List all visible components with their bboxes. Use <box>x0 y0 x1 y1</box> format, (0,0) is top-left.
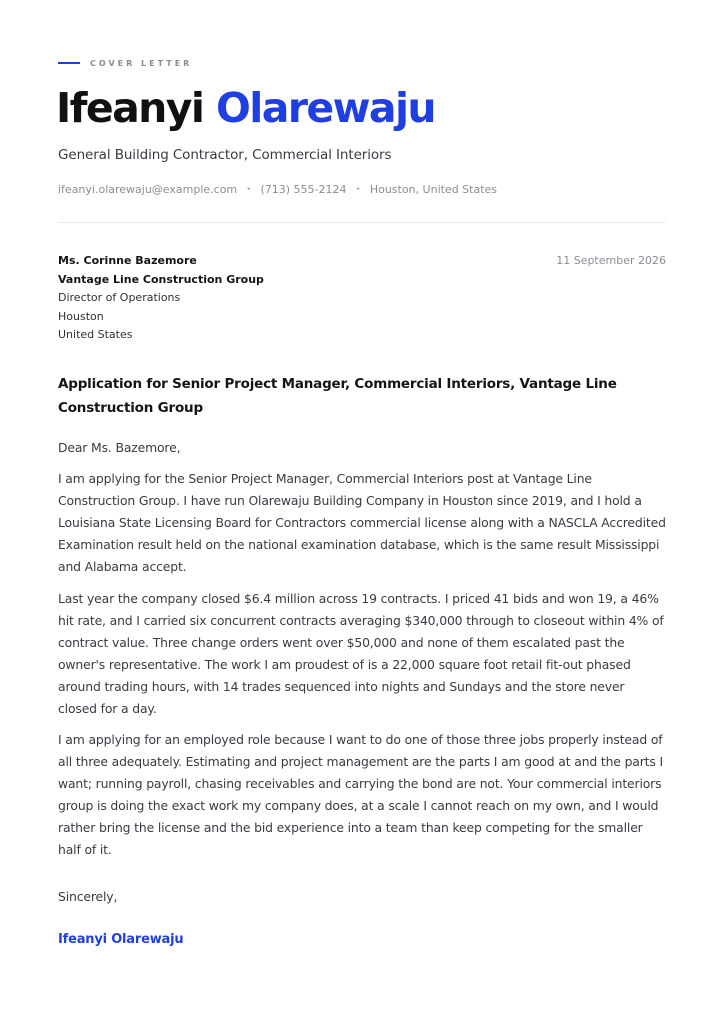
recipient-country: United States <box>58 328 133 341</box>
applicant-last-name: Olarewaju <box>216 84 436 132</box>
recipient-company: Vantage Line Construction Group <box>58 272 264 286</box>
body-paragraph: I am applying for an employed role because I want to do one of those three jobs properly instead of all three adequately. Estimating and project management are the parts I am good at and the parts I want; running payroll, chasing receivables and carrying the bond are not. Your commercial interiors group is doing the exact work my company does, at a scale I cannot reach on my own, and I would rather bring the license and the bid experience into a team than keep competing for the smaller half of it. <box>58 732 663 857</box>
contact-phone[interactable]: (713) 555-2124 <box>260 183 347 196</box>
contact-separator: • <box>246 184 252 195</box>
signature: Ifeanyi Olarewaju <box>58 932 184 947</box>
letter-subject: Application for Senior Project Manager, Commercial Interiors, Vantage Line Construction Group <box>58 376 617 416</box>
letter-date: 11 September 2026 <box>556 254 666 267</box>
closing: Sincerely, <box>58 889 118 904</box>
contact-line <box>58 183 497 196</box>
body-paragraph: I am applying for the Senior Project Manager, Commercial Interiors post at Vantage Line Construction Group. I have run Olarewaju Building Company in Houston since 2019, and I hold a Louisiana State Licensing Board for Contractors commercial license along with a NASCLA Accredited Examination result held on the national examination database, which is the same result Mississippi and Alabama accept. <box>58 471 666 574</box>
applicant-name <box>56 82 435 134</box>
header-divider <box>58 222 666 223</box>
eyebrow-label: COVER LETTER <box>90 58 193 68</box>
eyebrow <box>58 56 192 70</box>
applicant-first-name: Ifeanyi <box>56 84 204 132</box>
contact-email[interactable]: ifeanyi.olarewaju@example.com <box>58 183 238 196</box>
applicant-headline: General Building Contractor, Commercial Interiors <box>58 147 392 163</box>
contact-location: Houston, United States <box>369 183 498 196</box>
salutation: Dear Ms. Bazemore, <box>58 440 181 455</box>
contact-separator: • <box>355 184 361 195</box>
eyebrow-accent-rule <box>58 62 80 64</box>
recipient-city: Houston <box>58 309 104 323</box>
recipient-block <box>58 252 264 345</box>
body-paragraph: Last year the company closed $6.4 million across 19 contracts. I priced 41 bids and won 19, a 46% hit rate, and I carried six concurrent contracts averaging $340,000 through to closeout within 4% of contract value. Three change orders went over $50,000 and none of them escalated past the owner's representative. The work I am proudest of is a 22,000 square foot retail fit-out phased around trading hours, with 14 trades sequenced into nights and Sundays and the store never closed for a day. <box>58 591 664 716</box>
recipient-title: Director of Operations <box>58 291 181 304</box>
recipient-name: Ms. Corinne Bazemore <box>58 254 197 267</box>
